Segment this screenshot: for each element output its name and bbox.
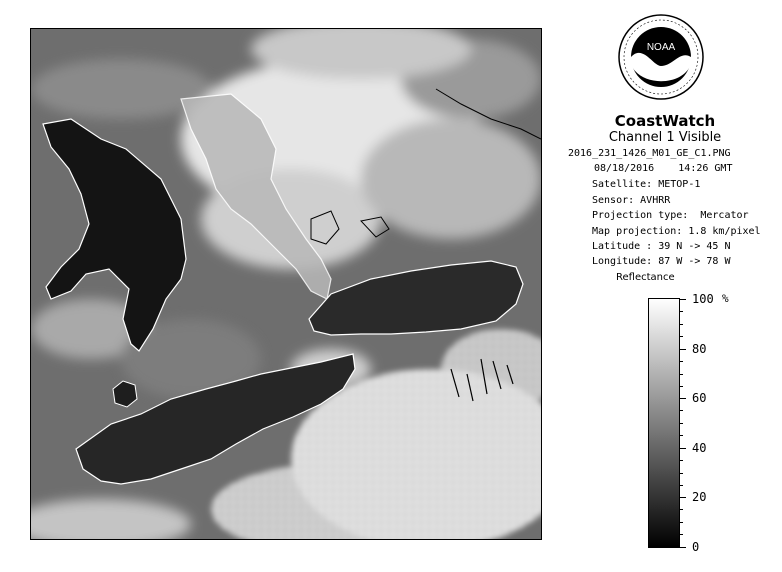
product-title: CoastWatch	[614, 112, 716, 130]
legend-minor-tick	[680, 361, 683, 362]
legend-minor-tick	[680, 410, 683, 411]
legend-minor-tick	[680, 374, 683, 375]
channel-label: Channel 1 Visible	[608, 130, 722, 145]
legend-tick-label: 40	[692, 441, 707, 455]
sensor-label: Sensor: AVHRR	[592, 195, 671, 206]
map-projection-label: Map projection: 1.8 km/pixel	[592, 226, 761, 237]
legend-minor-tick	[680, 423, 683, 424]
logo-text: NOAA	[646, 42, 676, 53]
legend-title: Reflectance	[616, 272, 675, 283]
legend-tick-label: 0	[692, 540, 700, 554]
noaa-logo-icon	[618, 14, 704, 100]
legend-tick-label: 80	[692, 342, 707, 356]
legend-minor-tick	[680, 386, 683, 387]
longitude-label: Longitude: 87 W -> 78 W	[592, 256, 731, 267]
legend-tick-label: 60	[692, 391, 707, 405]
datetime-label: 08/18/2016 14:26 GMT	[594, 163, 733, 174]
legend-minor-tick	[680, 336, 683, 337]
legend-tick-mark	[680, 349, 686, 350]
legend-minor-tick	[680, 485, 683, 486]
legend-minor-tick	[680, 435, 683, 436]
satellite-image	[30, 28, 542, 540]
reflectance-colorbar	[648, 298, 680, 548]
filename-label: 2016_231_1426_M01_GE_C1.PNG	[568, 148, 731, 159]
legend-tick-label: 20	[692, 490, 707, 504]
satellite-label: Satellite: METOP-1	[592, 179, 701, 190]
legend-minor-tick	[680, 311, 683, 312]
legend-minor-tick	[680, 534, 683, 535]
legend-minor-tick	[680, 509, 683, 510]
legend-minor-tick	[680, 324, 683, 325]
legend-tick-mark	[680, 299, 686, 300]
legend-minor-tick	[680, 460, 683, 461]
legend-tick-mark	[680, 398, 686, 399]
legend-minor-tick	[680, 473, 683, 474]
legend-unit: %	[722, 292, 729, 305]
latitude-label: Latitude : 39 N -> 45 N	[592, 241, 731, 252]
legend-tick-mark	[680, 547, 686, 548]
legend-minor-tick	[680, 522, 683, 523]
legend-tick-mark	[680, 497, 686, 498]
legend-tick-label: 100	[692, 292, 714, 306]
projection-type-label: Projection type: Mercator	[592, 210, 749, 221]
legend-tick-mark	[680, 448, 686, 449]
satellite-image-svg	[31, 29, 541, 539]
